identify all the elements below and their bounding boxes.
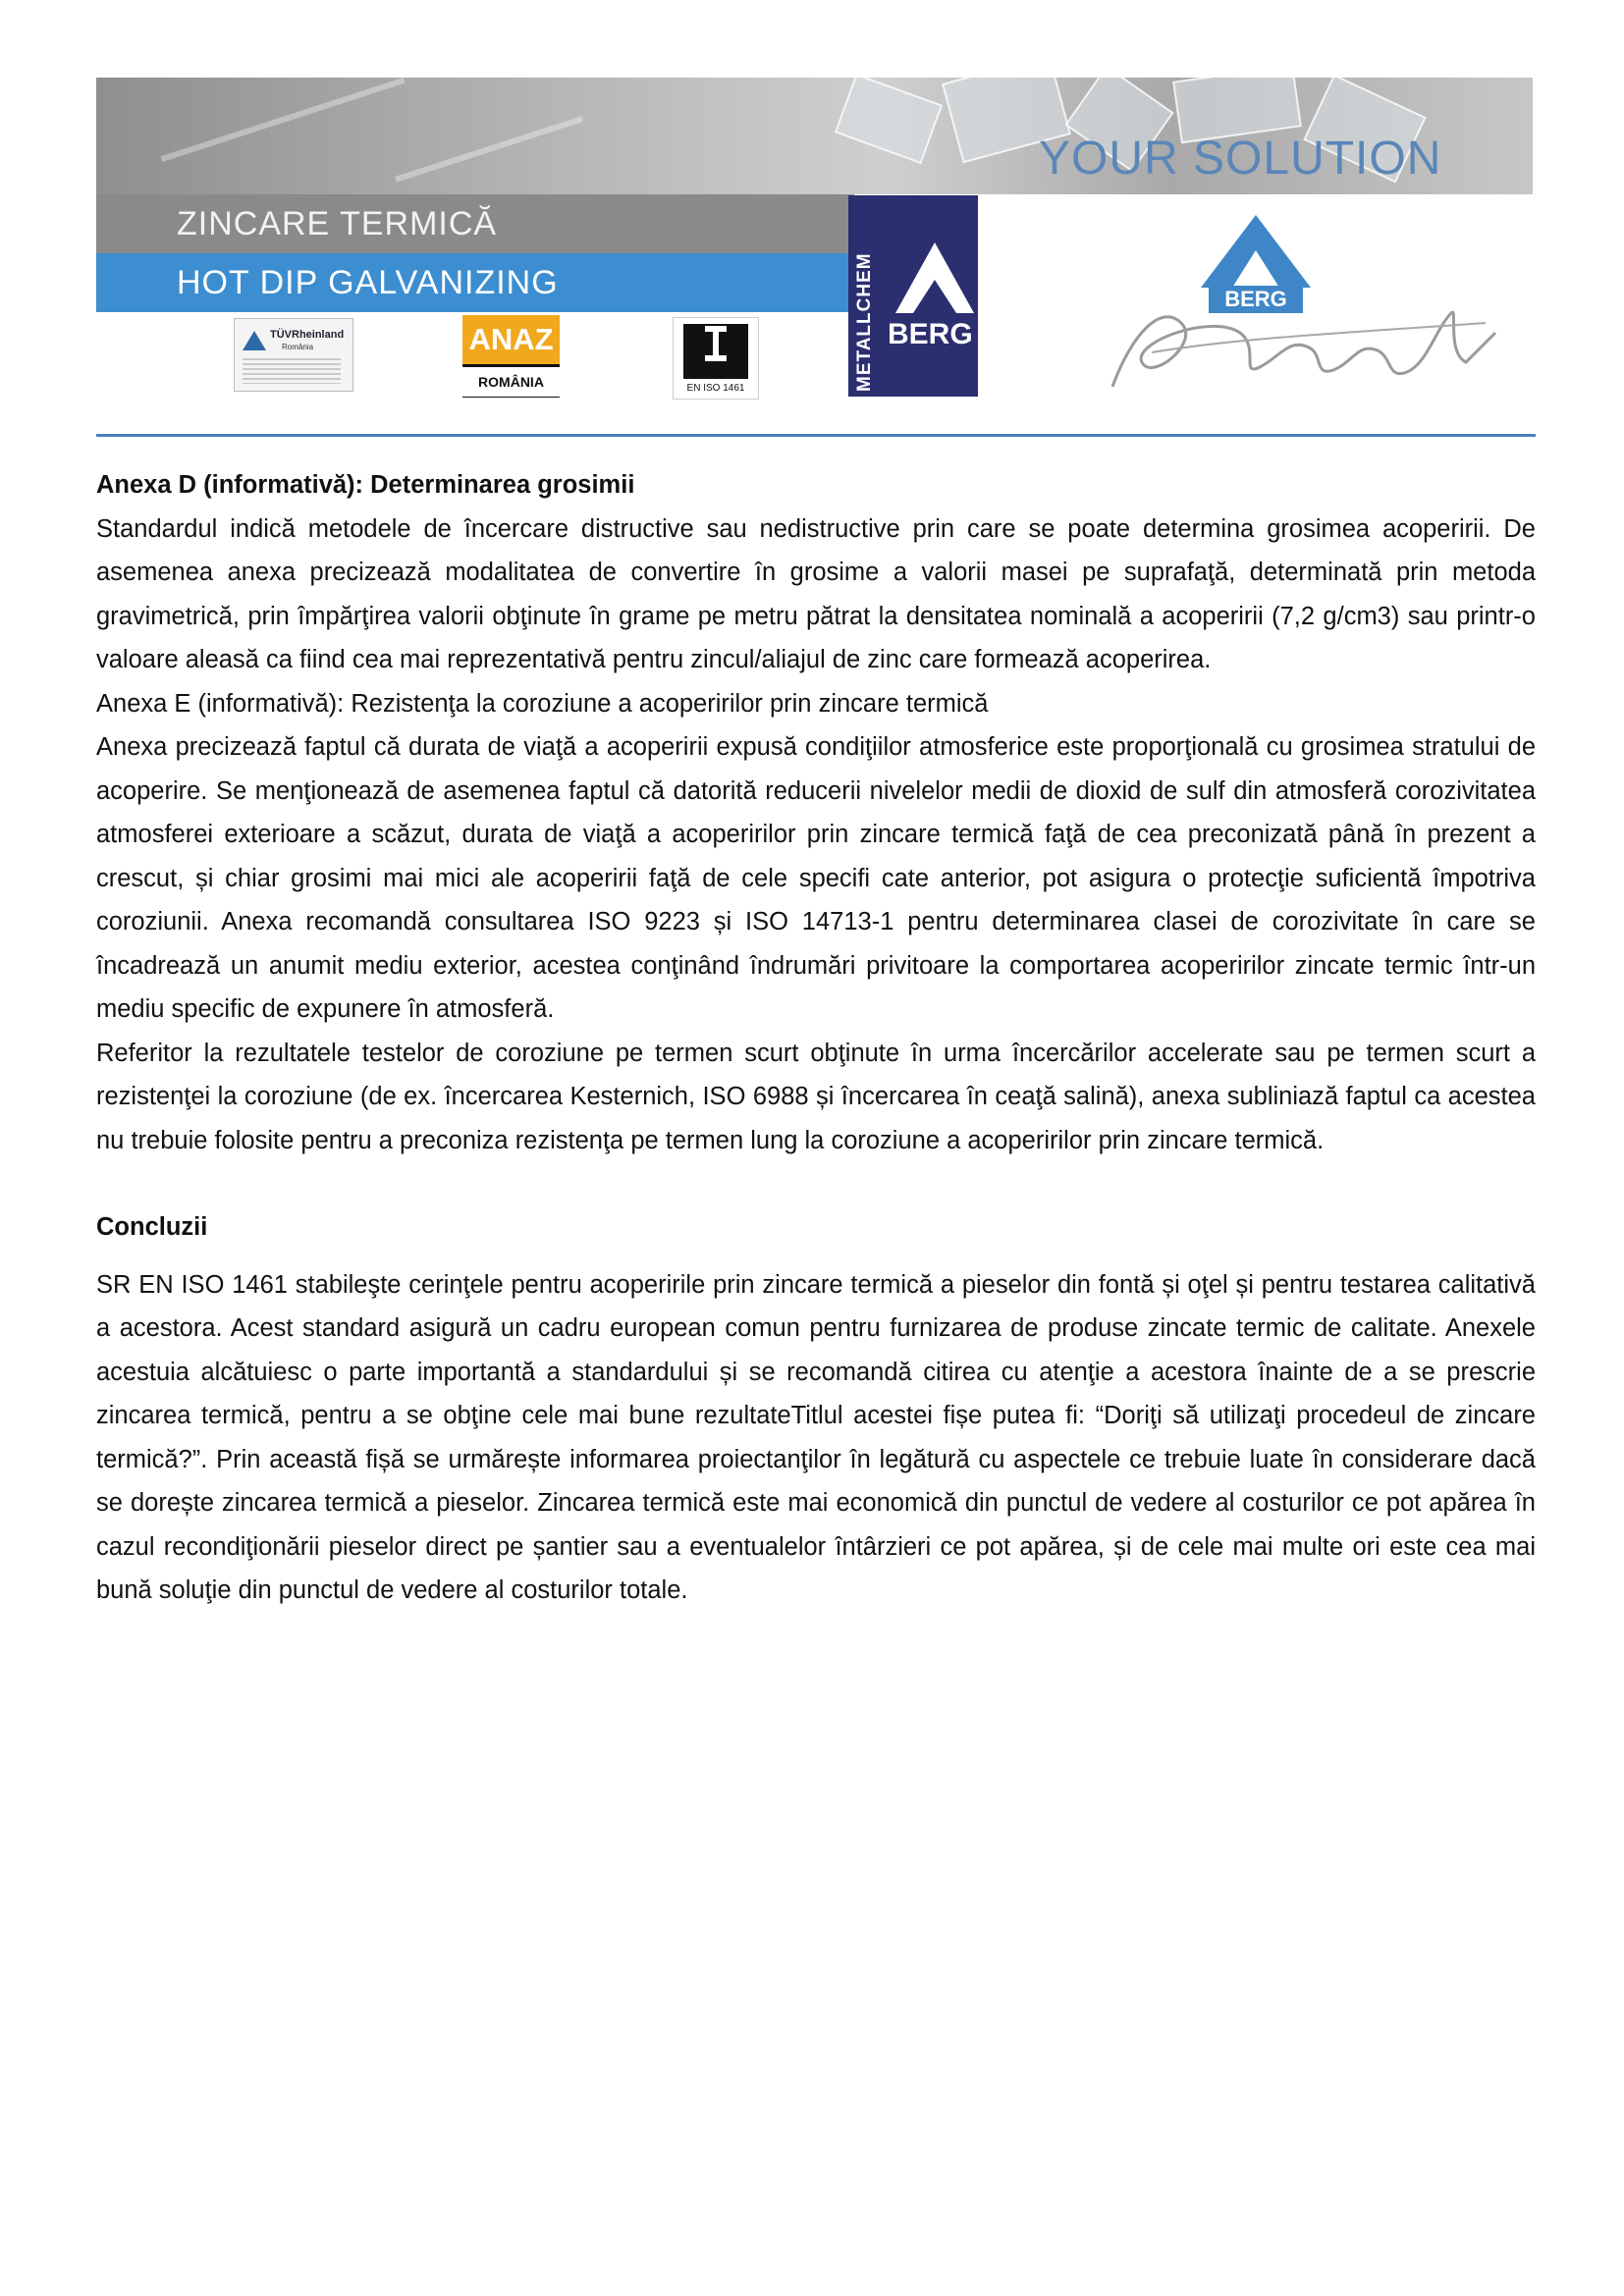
- spacer: [96, 1250, 1536, 1263]
- header-divider: [96, 434, 1536, 437]
- header-banner: [96, 78, 1533, 400]
- tuv-rheinland-logo: [234, 318, 353, 392]
- conclusions-heading: Concluzii: [96, 1213, 208, 1241]
- berg-logo-text: BERG: [1209, 286, 1303, 313]
- annex-e-paragraph-1: Anexa precizează faptul că durata de viaţă a acoperirii expusă condiţiilor atmosferice este proporţională cu grosimea stratului de acoperire. Se menţionează de asemenea faptul că datorită reducerii nivelelor medii de dioxid de sulf din atmosferă corozivitatea atmosferei exterioare a scăzut, durata de viaţă a acoperirilor prin zincare termică faţă de cea preconizată până în prezent a crescut, și chiar grosimi mai mici ale acoperirii faţă de cele specifi cate anterior, pot asigura o protecţie suficientă împotriva coroziunii. Anexa recomandă consultarea ISO 9223 și ISO 14713-1 pentru determinarea clasei de corozivitate în care se încadrează un anumit mediu exterior, acestea conţinând îndrumări privitoare la comportarea acoperirilor zincate termic într-un mediu specific de expunere în atmosferă.: [96, 733, 1536, 1023]
- tuv-fine-print: [243, 358, 341, 384]
- tuv-triangle-icon: [243, 331, 266, 350]
- annex-e-paragraph-2: Referitor la rezultatele testelor de coroziune pe termen scurt obţinute în urma încercărilor accelerate sau pe termen scurt a rezistenţei la coroziune (de ex. încercarea Kesternich, ISO 6988 și încercarea în ceaţă salină), anexa subliniază faptul ca acestea nu trebuie folosite pentru a preconiza rezistenţa pe termen lung la coroziune a acoperirilor prin zincare termică.: [96, 1039, 1536, 1154]
- berg-triangle-inner: [1232, 250, 1279, 288]
- anaz-country: ROMÂNIA: [462, 367, 560, 397]
- tuv-name: TÜVRheinland: [270, 329, 345, 341]
- metallchem-berg-logo: [848, 195, 978, 397]
- conclusions-paragraph: SR EN ISO 1461 stabileşte cerinţele pentru acoperirile prin zincare termică a pieselor din fontă și oţel și pentru testarea calitativă a acestora. Acest standard asigură un cadru european comun pentru furnizarea de produse zincate termic de calitate. Anexele acestuia alcătuiesc o parte importantă a standardului și se recomandă citirea cu atenţie a acestora înainte de a se prescrie zincarea termică, pentru a se obţine cele mai bune rezultateTitlul acestei fișe putea fi: “Doriţi să utilizaţi procedeul de zincare termică?”. Prin această fișă se urmărește informarea proiectanţilor în legătură cu aspectele ce trebuie luate în considerare dacă se dorește zincarea termică a pieselor. Zincarea termică este mai economică din punctul de vedere al costurilor ce pot apărea în cazul recondiţionării pieselor direct pe șantier sau a eventualelor întârzieri ce pot apărea, și de cele mai multe ori este cea mai bună soluţie din punctul de vedere al costurilor totale.: [96, 1270, 1536, 1604]
- i-beam-part: [705, 355, 727, 361]
- spacer: [96, 1162, 1536, 1205]
- document-body: [96, 463, 1536, 1613]
- en-iso-1461-logo: [673, 317, 759, 400]
- tuv-country: România: [282, 343, 314, 351]
- berg-triangle-inner: [913, 280, 956, 313]
- title-hot-dip-galvanizing: HOT DIP GALVANIZING: [96, 253, 854, 312]
- signature-image: [1093, 294, 1505, 397]
- annex-e-heading: Anexa E (informativă): Rezistenţa la coroziune a acoperirilor prin zincare termică: [96, 689, 989, 718]
- shard: [835, 78, 943, 164]
- banner-streak: [395, 116, 583, 183]
- annex-d-paragraph: Standardul indică metodele de încercare distructive sau nedistructive prin care se poate determina grosimea acoperirii. De asemenea anexa precizează modalitatea de convertire în grosime a valorii masei pe suprafaţă, determinată prin metoda gravimetrică, prin împărţirea valorii obţinute în grame pe metru pătrat la densitatea nominală a acoperirii (7,2 g/cm3) sau printr-o valoare aleasă ca fiind cea mai reprezentativă pentru zincul/aliajul de zinc care formează acoperirea.: [96, 514, 1536, 673]
- annex-d-heading: Anexa D (informativă): Determinarea grosimii: [96, 471, 635, 499]
- anaz-logo: [462, 315, 560, 398]
- tagline: YOUR SOLUTION: [1039, 133, 1442, 185]
- anaz-name: ANAZ: [462, 315, 560, 364]
- iso-label: EN ISO 1461: [686, 383, 745, 394]
- metallchem-name: METALLCHEM: [854, 252, 875, 392]
- i-beam-part: [713, 332, 719, 355]
- banner-streak: [160, 78, 405, 162]
- metallchem-berg-text: BERG: [888, 318, 973, 350]
- title-zincare: ZINCARE TERMICĂ: [96, 194, 854, 253]
